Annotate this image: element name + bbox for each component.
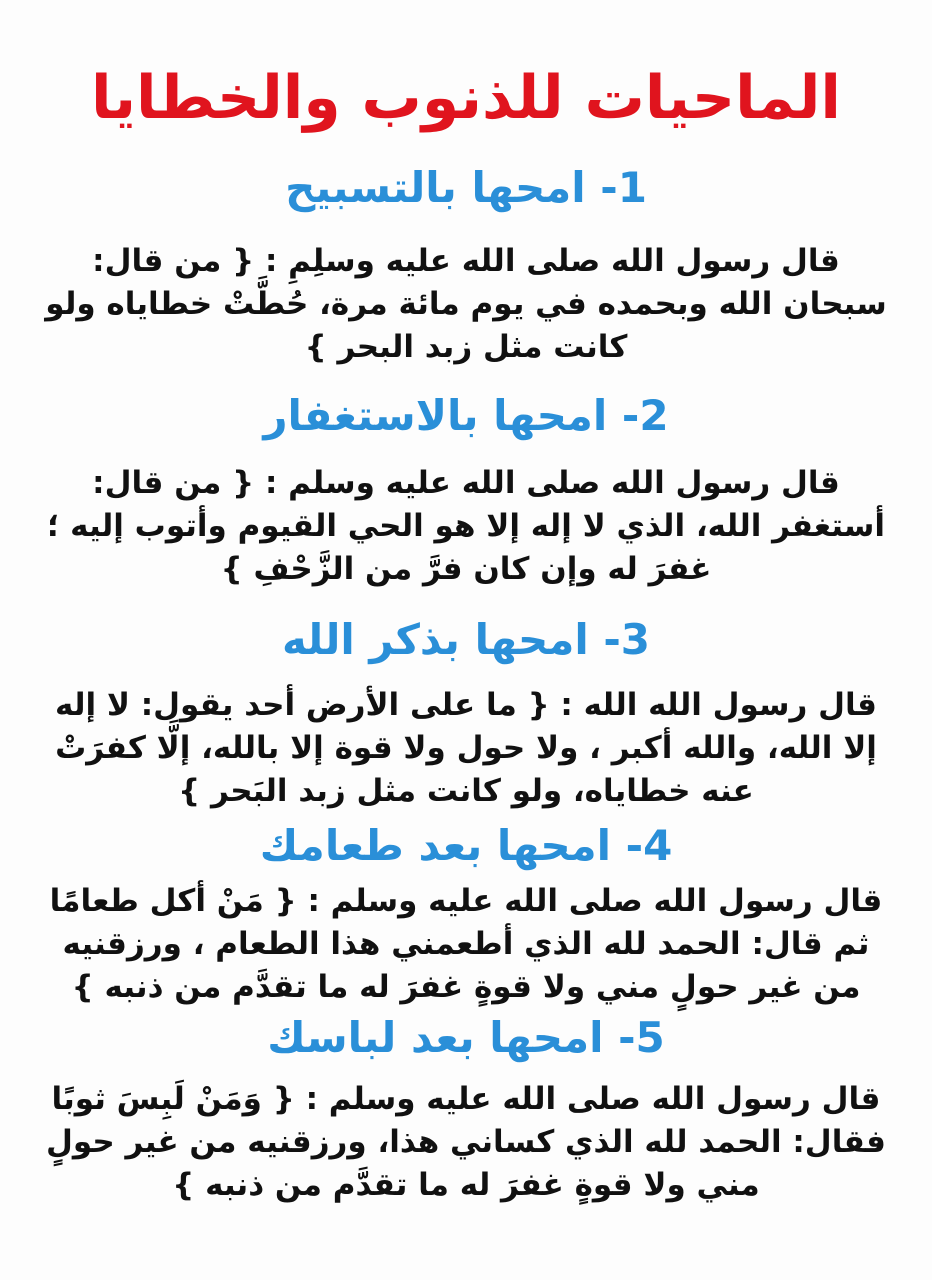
section-2-heading: 2- امحها بالاستغفار <box>263 391 669 440</box>
page-title: الماحيات للذنوب والخطايا <box>91 63 841 133</box>
section-5-text: قال رسول الله صلى الله عليه وسلم : { وَمَنْ لَبِسَ ثوبًا فقال: الحمد لله الذي كساني هذا، ورزقنيه من غير حولٍ مني ولا قوةٍ غفرَ له ما تقدَّم من ذنبه } <box>46 1081 886 1203</box>
section-1-text: قال رسول الله صلى الله عليه وسلِمِ : { من قال: سبحان الله وبحمده في يوم مائة مرة، حُطَّتْ خطاياه ولو كانت مثل زبد البحر } <box>45 243 887 365</box>
section-4-text: قال رسول الله صلى الله عليه وسلم : { مَنْ أكل طعامًا ثم قال: الحمد لله الذي أطعمني هذا الطعام ، ورزقنيه من غير حولٍ مني ولا قوةٍ غفرَ له ما تقدَّم من ذنبه } <box>49 883 883 1005</box>
section-2-text: قال رسول الله صلى الله عليه وسلم : { من قال: أستغفر الله، الذي لا إله إلا هو الحي القيوم وأتوب إليه ؛ غفرَ له وإن كان فرَّ من الزَّحْفِ } <box>46 465 886 587</box>
section-4-heading: 4- امحها بعد طعامك <box>259 821 673 870</box>
section-3-text: قال رسول الله الله : { ما على الأرض أحد يقول: لا إله إلا الله، والله أكبر ، ولا حول ولا قوة إلا بالله، إلَّا كفرَتْ عنه خطاياه، ولو كانت مثل زبد البَحر } <box>55 687 877 809</box>
section-3-heading: 3- امحها بذكر الله <box>281 615 651 664</box>
section-5-heading: 5- امحها بعد لباسك <box>267 1013 665 1062</box>
section-1-heading: 1- امحها بالتسبيح <box>285 163 647 212</box>
